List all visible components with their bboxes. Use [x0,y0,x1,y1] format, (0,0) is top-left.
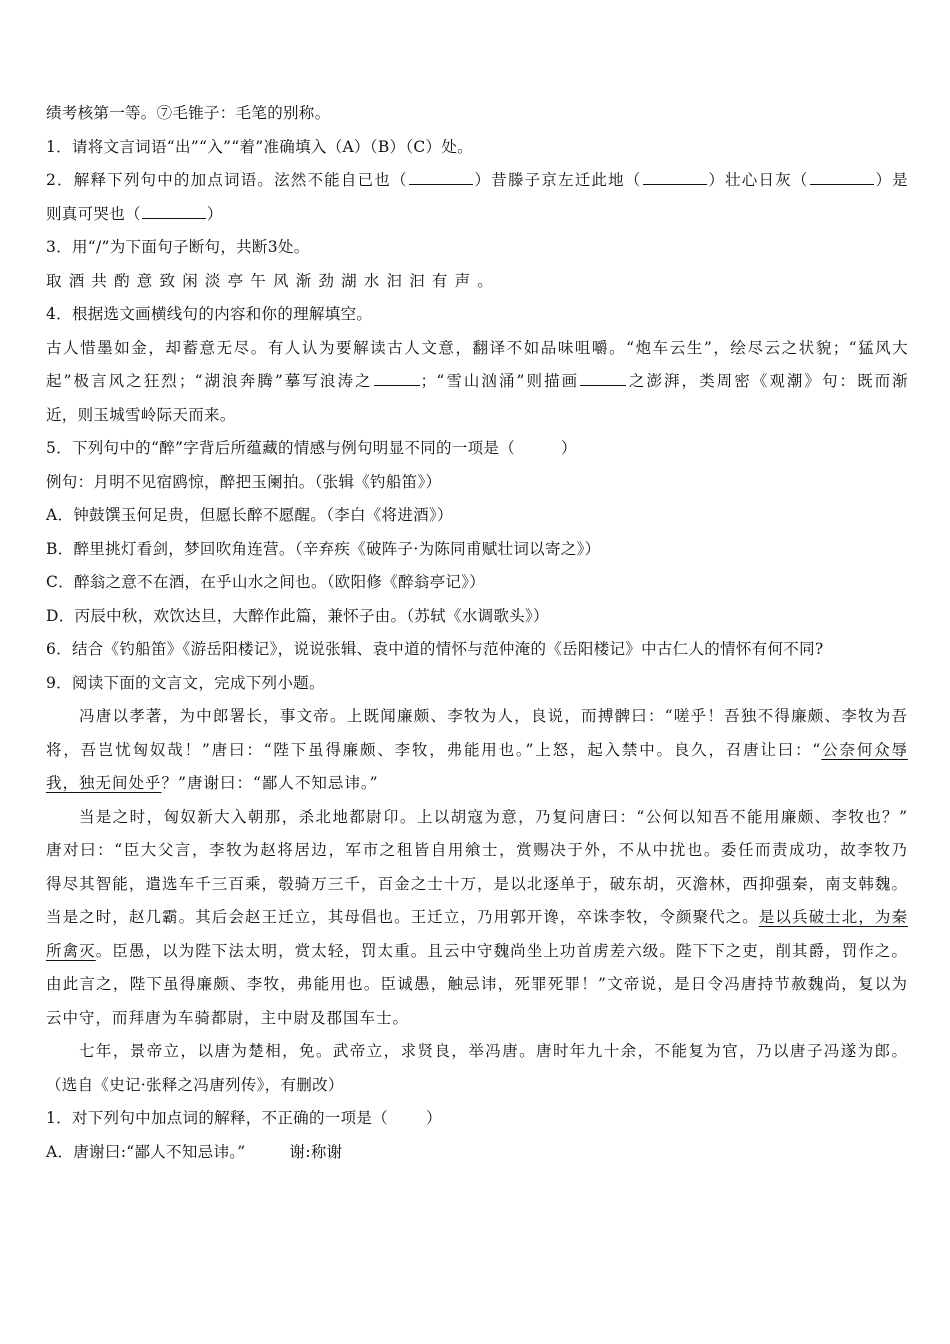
source-citation: （选自《史记·张释之冯唐列传》，有删改） [46,1075,344,1094]
question-3: 3．用“/”为下面句子断句，共断3处。 [46,238,310,256]
footnote-line: 绩考核第一等。⑦毛锥子：毛笔的别称。 [46,104,331,122]
document-page [46,97,908,1169]
question-4-text: 起”极言风之狂烈；“湖浪奔腾”摹写浪涛之 ；“雪山汹涌”则描画 之澎湃，类周密《观潮》句：既而渐 [46,372,908,390]
classical-passage: 将，吾岂忧匈奴哉！”唐曰：“陛下虽得廉颇、李牧，弗能用也。”上怒，起入禁中。良久，召唐让曰：“公奈何众辱 [46,740,908,759]
answer-blank[interactable] [580,371,626,386]
underlined-sentence: 是以兵破士北，为秦 [758,908,908,926]
question-4: 4．根据选文画横线句的内容和你的理解填空。 [46,305,373,323]
answer-blank[interactable] [810,170,874,185]
underlined-sentence: 公奈何众辱 [821,740,908,759]
answer-blank[interactable] [409,170,473,185]
answer-blank[interactable] [374,371,420,386]
question-9: 9．阅读下面的文言文，完成下列小题。 [46,673,325,692]
question-6: 6．结合《钓船笛》《游岳阳楼记》，说说张辑、袁中道的情怀与范仲淹的《岳阳楼记》中古仁人的情怀有何不同? [46,640,824,658]
underlined-sentence: 所禽灭 [46,941,96,960]
classical-passage: 唐对曰：“臣大父言，李牧为赵将居边，军市之租皆自用飨士，赏赐决于外，不从中扰也。委任而责成功，故李牧乃 [46,841,908,859]
option-a: A．钟鼓馔玉何足贵，但愿长醉不愿醒。（李白《将进酒》） [46,506,453,524]
sub-question-1-option-a: A．唐谢曰:“鄙人不知忌讳。” 谢:称谢 [46,1142,343,1161]
classical-passage: 当是之时，匈奴新大入朝那，杀北地都尉卬。上以胡寇为意，乃复问唐曰：“公何以知吾不能用廉颇、李牧也？” [79,807,908,826]
option-b: B．醉里挑灯看剑，梦回吹角连营。（辛弃疾《破阵子·为陈同甫赋壮词以寄之》） [46,539,601,558]
classical-passage: 得尽其智能，遣选车千三百乘，彀骑万三千，百金之士十万，是以北逐单于，破东胡，灭澹林，西抑强秦，南支韩魏。 [46,874,908,893]
underlined-sentence: 我，独无间处乎 [46,774,162,792]
answer-blank[interactable] [142,204,206,219]
classical-passage: 冯唐以孝著，为中郎署长，事文帝。上既闻廉颇、李牧为人，良说，而搏髀曰：“嗟乎！吾独不得廉颇、李牧为吾 [79,707,908,725]
example-sentence: 例句：月明不见宿鸥惊，醉把玉阑拍。（张辑《钓船笛》） [46,472,442,491]
punctuation-sentence: 取酒共酌意致闲淡亭午风渐劲湖水汩汩有声。 [46,271,501,290]
option-c: C．醉翁之意不在酒，在乎山水之间也。（欧阳修《醉翁亭记》） [46,573,486,591]
classical-passage: 当是之时，赵几霸。其后会赵王迁立，其母倡也。王迁立，乃用郭开谗，卒诛李牧，令颜聚代之。是以兵破士北，为秦 [46,908,908,926]
sub-question-1: 1．对下列句中加点词的解释，不正确的一项是（ ） [46,1109,442,1127]
question-4-text: 近，则玉城雪岭际天而来。 [46,405,236,424]
answer-blank[interactable] [643,170,707,185]
classical-passage: 我，独无间处乎？”唐谢曰：“鄙人不知忌讳。” [46,774,379,792]
question-5: 5．下列句中的“醉”字背后所蕴藏的情感与例句明显不同的一项是（ ） [46,439,577,457]
classical-passage: 云中守，而拜唐为车骑都尉，主中尉及郡国车士。 [46,1008,410,1027]
question-2: 2．解释下列句中的加点词语。泫然不能自已也（ ）昔滕子京左迁此地（ ）壮心日灰（ ）是 [46,171,908,189]
question-2-cont: 则真可哭也（ ） [46,204,223,223]
classical-passage: 七年，景帝立，以唐为楚相，免。武帝立，求贤良，举冯唐。唐时年九十余，不能复为官，乃以唐子冯遂为郎。 [79,1042,908,1060]
classical-passage: 所禽灭。臣愚，以为陛下法太明，赏太轻，罚太重。且云中守魏尚坐上功首虏差六级。陛下下之吏，削其爵，罚作之。 [46,941,908,960]
question-4-text: 古人惜墨如金，却蓄意无尽。有人认为要解读古人文意，翻译不如品味咀嚼。“炮车云生”，绘尽云之状貌；“猛风大 [46,338,908,357]
question-1: 1．请将文言词语“出”“入”“着”准确填入（A）（B）（C）处。 [46,137,473,156]
option-d: D．丙辰中秋，欢饮达旦，大醉作此篇，兼怀子由。（苏轼《水调歌头》） [46,606,549,625]
classical-passage: 由此言之，陛下虽得廉颇、李牧，弗能用也。臣诚愚，触忌讳，死罪死罪！”文帝说，是日令冯唐持节赦魏尚，复以为 [46,975,908,993]
